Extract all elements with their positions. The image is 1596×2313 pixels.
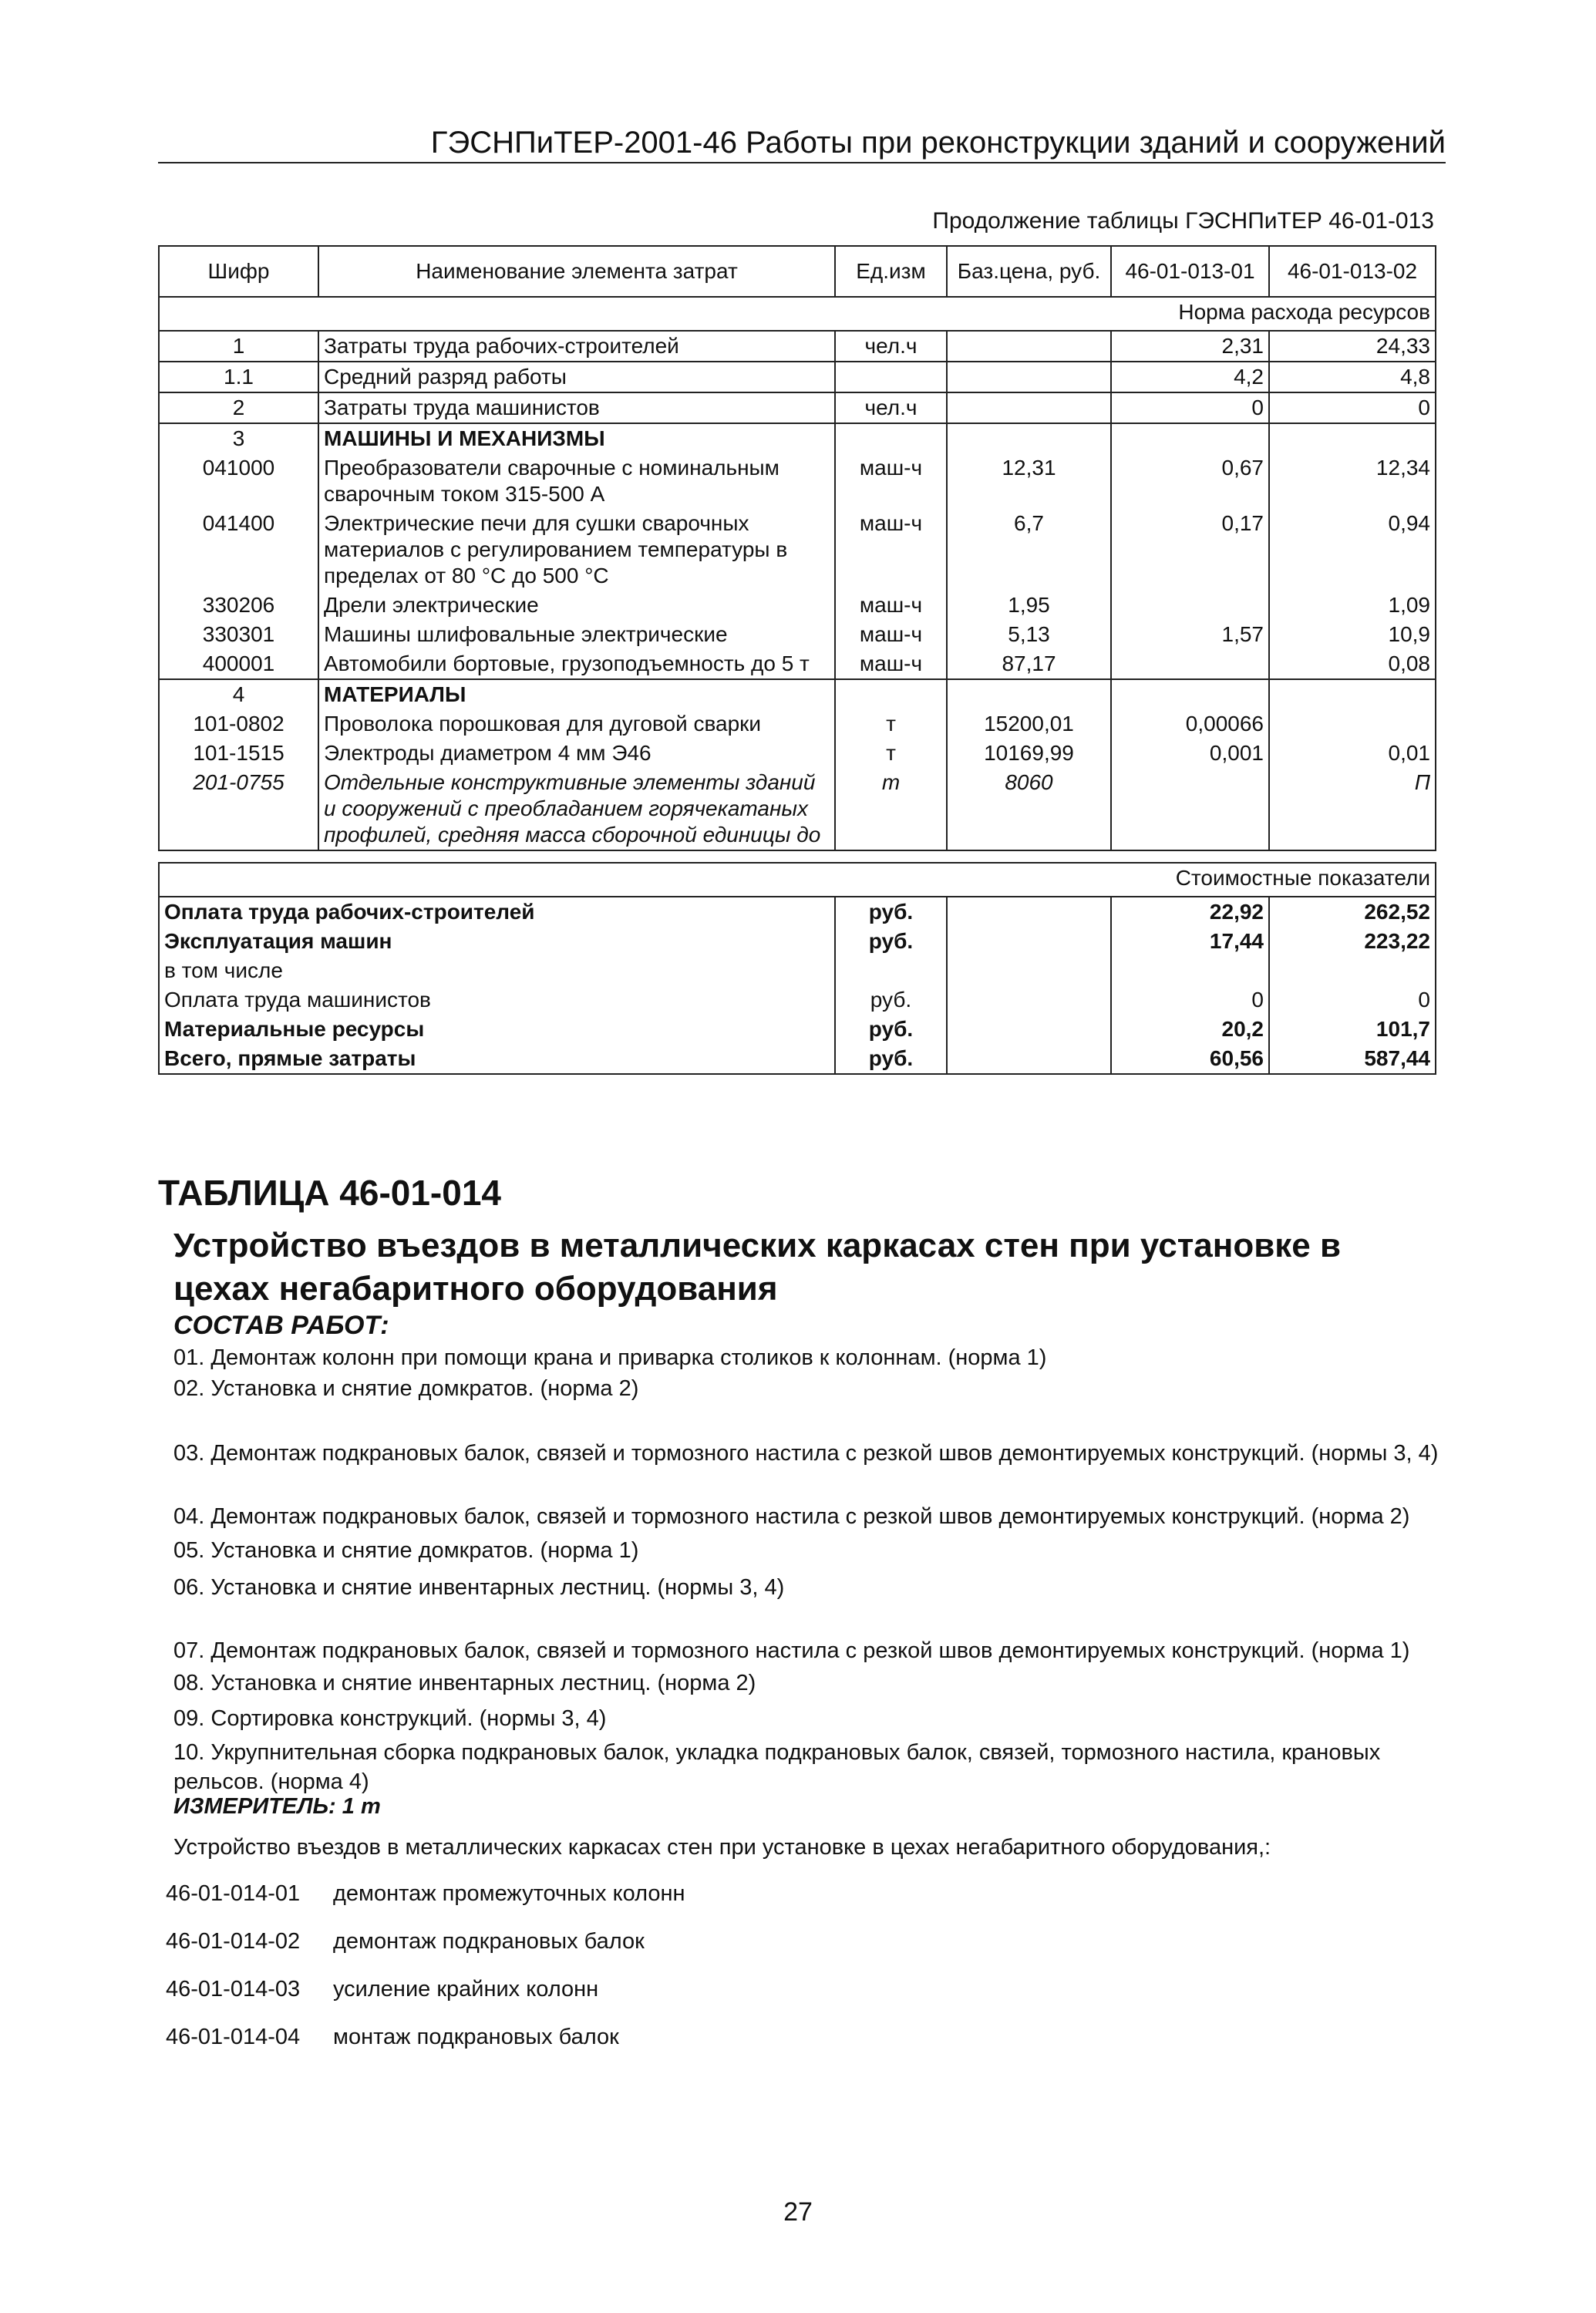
cell-unit: маш-ч (835, 620, 947, 649)
work-item: 03. Демонтаж подкрановых балок, связей и тормозного настила с резкой швов демонтируемых конструкций. (нормы 3, 4) (173, 1441, 1439, 1466)
cell-v2: 10,9 (1269, 620, 1436, 649)
cost-price (947, 956, 1111, 985)
cell-v2: 1,09 (1269, 591, 1436, 620)
table-row (159, 392, 1436, 423)
cost-label: в том числе (159, 956, 835, 985)
cost-row (159, 985, 1436, 1015)
cell-v2: 0,94 (1269, 509, 1436, 591)
cost-row (159, 927, 1436, 956)
table-gap (159, 850, 1436, 863)
cell-v1: 0 (1111, 392, 1269, 423)
cell-code: 400001 (159, 649, 318, 679)
cell-unit: маш-ч (835, 509, 947, 591)
work-item: 07. Демонтаж подкрановых балок, связей и тормозного настила с резкой швов демонтируемых конструкций. (норма 1) (173, 1638, 1410, 1663)
cell-v2 (1269, 709, 1436, 739)
cost-row (159, 1015, 1436, 1044)
variant-code: 46-01-014-04 (166, 2025, 301, 2049)
cost-v2: 223,22 (1269, 927, 1436, 956)
table-row (159, 620, 1436, 649)
cell-name: Затраты труда рабочих-строителей (318, 331, 835, 362)
variant-code: 46-01-014-03 (166, 1977, 301, 2002)
cell-price: 1,95 (947, 591, 1111, 620)
cell-unit: маш-ч (835, 649, 947, 679)
column-header: Наименование элемента затрат (318, 246, 835, 297)
cell-name: Автомобили бортовые, грузоподъемность до 5 т (318, 649, 835, 679)
cell-v2: 0,01 (1269, 739, 1436, 768)
cost-unit: руб. (835, 927, 947, 956)
cell-code: 3 (159, 423, 318, 453)
variant-name: монтаж подкрановых балок (333, 2025, 619, 2049)
cell-price (947, 392, 1111, 423)
cell-v2 (1269, 423, 1436, 453)
cost-unit: руб. (835, 985, 947, 1015)
column-header: Шифр (159, 246, 318, 297)
table-row (159, 423, 1436, 453)
cell-unit: маш-ч (835, 453, 947, 509)
cost-unit (835, 956, 947, 985)
cell-v2: 0,08 (1269, 649, 1436, 679)
column-header: 46-01-013-02 (1269, 246, 1436, 297)
cost-unit: руб. (835, 1044, 947, 1074)
cell-v1: 0,00066 (1111, 709, 1269, 739)
work-item: 10. Укрупнительная сборка подкрановых балок, укладка подкрановых балок, связей, тормозного настила, крановых рельсов. (норма 4) (173, 1740, 1381, 1794)
cell-v1: 0,67 (1111, 453, 1269, 509)
cell-v1: 0,17 (1111, 509, 1269, 591)
cell-unit (835, 679, 947, 709)
cell-code: 330206 (159, 591, 318, 620)
cell-price (947, 679, 1111, 709)
cost-v1 (1111, 956, 1269, 985)
table-row (159, 331, 1436, 362)
cell-v2: 12,34 (1269, 453, 1436, 509)
cell-unit: чел.ч (835, 392, 947, 423)
cell-price: 8060 (947, 768, 1111, 850)
cell-price (947, 331, 1111, 362)
cell-name: Электрические печи для сушки сварочных материалов с регулированием температуры в пределах от 80 °С до 500 °С (318, 509, 835, 591)
cell-v2: 4,8 (1269, 362, 1436, 392)
cell-unit: т (835, 709, 947, 739)
cell-code: 1.1 (159, 362, 318, 392)
composition-title: СОСТАВ РАБОТ: (173, 1311, 389, 1340)
cost-unit: руб. (835, 1015, 947, 1044)
cost-row (159, 1044, 1436, 1074)
cost-band-label: Стоимостные показатели (159, 863, 1436, 897)
table-row (159, 591, 1436, 620)
variant-name: усиление крайних колонн (333, 1977, 599, 2002)
cost-v1: 20,2 (1111, 1015, 1269, 1044)
cell-v1: 2,31 (1111, 331, 1269, 362)
column-header: Ед.изм (835, 246, 947, 297)
cost-row (159, 897, 1436, 927)
cell-v2 (1269, 679, 1436, 709)
cost-unit: руб. (835, 897, 947, 927)
cell-name: Машины шлифовальные электрические (318, 620, 835, 649)
cost-price (947, 985, 1111, 1015)
running-header: ГЭСНПиТЕР-2001-46 Работы при реконструкции зданий и сооружений (158, 123, 1446, 163)
cell-v1 (1111, 649, 1269, 679)
table-row (159, 453, 1436, 509)
column-header: 46-01-013-01 (1111, 246, 1269, 297)
work-item: 05. Установка и снятие домкратов. (норма 1) (173, 1538, 639, 1563)
cell-name: Затраты труда машинистов (318, 392, 835, 423)
norm-band-label: Норма расхода ресурсов (159, 297, 1436, 331)
resource-table (158, 245, 1436, 1075)
cost-v1: 17,44 (1111, 927, 1269, 956)
cell-name: Отдельные конструктивные элементы зданий и сооружений с преобладанием горячекатаных профилей, средняя масса сборочной единицы до (318, 768, 835, 850)
cost-v2 (1269, 956, 1436, 985)
cost-price (947, 1044, 1111, 1074)
cell-price: 6,7 (947, 509, 1111, 591)
section-subtitle: Устройство въездов в металлических каркасах стен при установке в цехах негабаритного оборудования (173, 1227, 1342, 1308)
cell-price: 87,17 (947, 649, 1111, 679)
cell-price (947, 423, 1111, 453)
work-item: 08. Установка и снятие инвентарных лестниц. (норма 2) (173, 1671, 756, 1695)
cell-name: Средний разряд работы (318, 362, 835, 392)
cell-name: МАТЕРИАЛЫ (318, 679, 835, 709)
cost-v1: 22,92 (1111, 897, 1269, 927)
column-header: Баз.цена, руб. (947, 246, 1111, 297)
table-row (159, 768, 1436, 850)
cost-label: Эксплуатация машин (159, 927, 835, 956)
cost-label: Оплата труда рабочих-строителей (159, 897, 835, 927)
cell-code: 041000 (159, 453, 318, 509)
work-item: 09. Сортировка конструкций. (нормы 3, 4) (173, 1706, 607, 1731)
cell-unit: т (835, 768, 947, 850)
cell-name: Проволока порошковая для дуговой сварки (318, 709, 835, 739)
cell-unit (835, 362, 947, 392)
work-item: 01. Демонтаж колонн при помощи крана и приварка столиков к колоннам. (норма 1) (173, 1345, 1047, 1370)
cell-price: 12,31 (947, 453, 1111, 509)
cell-price: 10169,99 (947, 739, 1111, 768)
cell-code: 330301 (159, 620, 318, 649)
cell-v2: 24,33 (1269, 331, 1436, 362)
cell-v1 (1111, 768, 1269, 850)
cell-v1 (1111, 423, 1269, 453)
gap-cell (159, 850, 1436, 863)
table-continuation-caption: Продолжение таблицы ГЭСНПиТЕР 46-01-013 (932, 208, 1434, 234)
cost-v1: 0 (1111, 985, 1269, 1015)
cost-v1: 60,56 (1111, 1044, 1269, 1074)
variant-name: демонтаж промежуточных колонн (333, 1881, 685, 1906)
cell-price (947, 362, 1111, 392)
cell-v1 (1111, 591, 1269, 620)
measure-unit: ИЗМЕРИТЕЛЬ: 1 т (173, 1794, 381, 1819)
cell-name: Преобразователи сварочные с номинальным сварочным током 315-500 А (318, 453, 835, 509)
table-row (159, 679, 1436, 709)
cost-price (947, 1015, 1111, 1044)
cost-label: Всего, прямые затраты (159, 1044, 835, 1074)
cost-band-row (159, 863, 1436, 897)
table-row (159, 509, 1436, 591)
cell-v1: 0,001 (1111, 739, 1269, 768)
cell-unit (835, 423, 947, 453)
variant-code: 46-01-014-02 (166, 1929, 301, 1954)
cell-v2: 0 (1269, 392, 1436, 423)
cell-price: 15200,01 (947, 709, 1111, 739)
cell-code: 4 (159, 679, 318, 709)
cell-code: 041400 (159, 509, 318, 591)
section-title: ТАБЛИЦА 46-01-014 (158, 1173, 501, 1213)
variants-description: Устройство въездов в металлических каркасах стен при установке в цехах негабаритного оборудования,: (173, 1835, 1271, 1860)
cell-unit: маш-ч (835, 591, 947, 620)
cost-v2: 587,44 (1269, 1044, 1436, 1074)
page-number: 27 (783, 2197, 813, 2227)
table-row (159, 362, 1436, 392)
cost-label: Материальные ресурсы (159, 1015, 835, 1044)
work-item: 04. Демонтаж подкрановых балок, связей и тормозного настила с резкой швов демонтируемых конструкций. (норма 2) (173, 1504, 1410, 1529)
cost-price (947, 927, 1111, 956)
cost-label: Оплата труда машинистов (159, 985, 835, 1015)
work-item: 02. Установка и снятие домкратов. (норма 2) (173, 1376, 639, 1401)
cell-code: 2 (159, 392, 318, 423)
table-row (159, 739, 1436, 768)
norm-band-row (159, 297, 1436, 331)
cost-v2: 262,52 (1269, 897, 1436, 927)
cell-code: 201-0755 (159, 768, 318, 850)
cost-v2: 0 (1269, 985, 1436, 1015)
cell-code: 1 (159, 331, 318, 362)
cell-v1: 4,2 (1111, 362, 1269, 392)
cell-price: 5,13 (947, 620, 1111, 649)
table-header-row (159, 246, 1436, 297)
cell-v1: 1,57 (1111, 620, 1269, 649)
cost-price (947, 897, 1111, 927)
cell-v2: П (1269, 768, 1436, 850)
cell-unit: т (835, 739, 947, 768)
variant-name: демонтаж подкрановых балок (333, 1929, 645, 1954)
cell-code: 101-1515 (159, 739, 318, 768)
table-row (159, 649, 1436, 679)
cell-name: МАШИНЫ И МЕХАНИЗМЫ (318, 423, 835, 453)
work-item: 06. Установка и снятие инвентарных лестниц. (нормы 3, 4) (173, 1575, 785, 1600)
cost-row (159, 956, 1436, 985)
cell-v1 (1111, 679, 1269, 709)
table-row (159, 709, 1436, 739)
cost-v2: 101,7 (1269, 1015, 1436, 1044)
cell-unit: чел.ч (835, 331, 947, 362)
cell-code: 101-0802 (159, 709, 318, 739)
cell-name: Дрели электрические (318, 591, 835, 620)
cell-name: Электроды диаметром 4 мм Э46 (318, 739, 835, 768)
variant-code: 46-01-014-01 (166, 1881, 301, 1906)
